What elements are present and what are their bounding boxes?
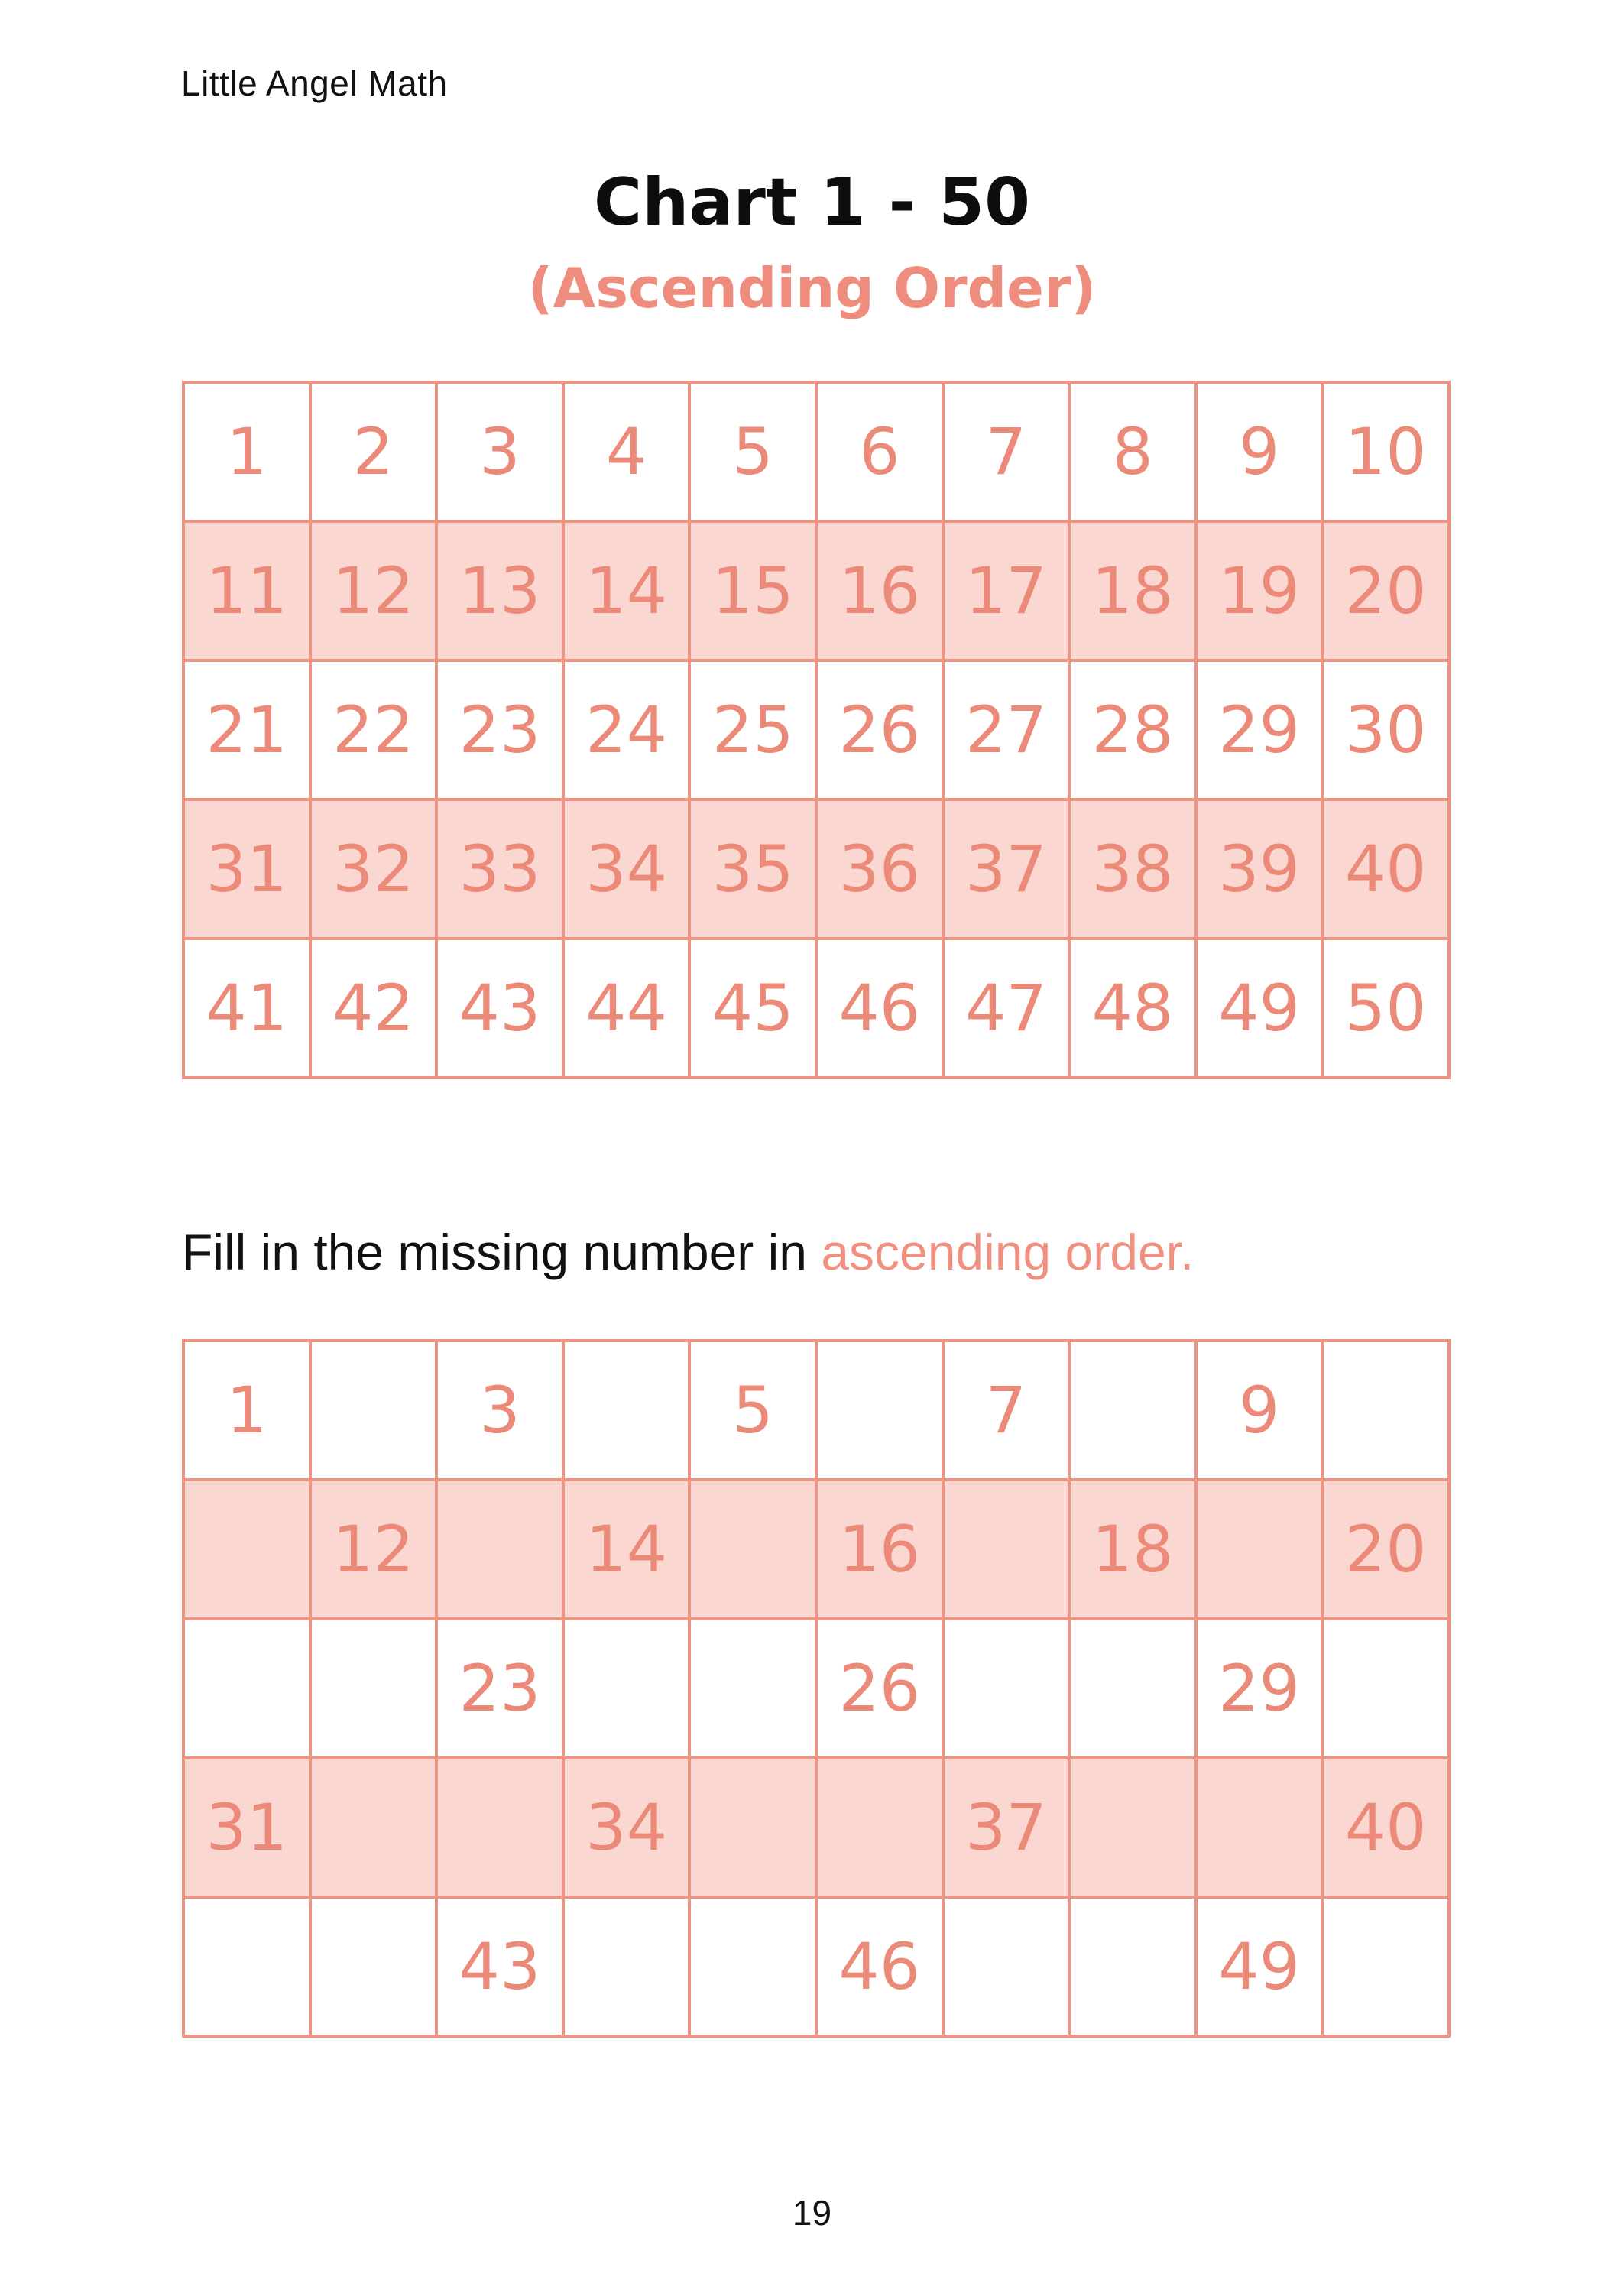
number-cell: 36 <box>818 801 945 940</box>
number-cell: 40 <box>1324 1759 1451 1899</box>
blank-cell[interactable] <box>1071 1899 1198 2038</box>
number-cell: 37 <box>945 1759 1071 1899</box>
number-cell: 37 <box>945 801 1071 940</box>
number-chart-exercise <box>182 1339 1451 2038</box>
number-cell: 38 <box>1071 801 1198 940</box>
blank-cell[interactable] <box>565 1620 692 1759</box>
number-cell: 2 <box>312 384 439 523</box>
number-cell: 30 <box>1324 662 1451 801</box>
blank-cell[interactable] <box>691 1899 818 2038</box>
number-cell: 3 <box>438 1342 565 1481</box>
number-cell: 18 <box>1071 1481 1198 1620</box>
number-cell: 4 <box>565 384 692 523</box>
blank-cell[interactable] <box>1324 1620 1451 1759</box>
blank-cell[interactable] <box>438 1759 565 1899</box>
blank-cell[interactable] <box>1198 1481 1324 1620</box>
number-cell: 27 <box>945 662 1071 801</box>
blank-cell[interactable] <box>565 1899 692 2038</box>
blank-cell[interactable] <box>438 1481 565 1620</box>
blank-cell[interactable] <box>945 1620 1071 1759</box>
blank-cell[interactable] <box>185 1620 312 1759</box>
number-cell: 29 <box>1198 1620 1324 1759</box>
number-cell: 49 <box>1198 940 1324 1079</box>
number-cell: 26 <box>818 662 945 801</box>
blank-cell[interactable] <box>1324 1899 1451 2038</box>
number-cell: 18 <box>1071 523 1198 662</box>
blank-cell[interactable] <box>818 1759 945 1899</box>
blank-cell[interactable] <box>1198 1759 1324 1899</box>
page-title: Chart 1 - 50 <box>594 164 1030 241</box>
number-cell: 48 <box>1071 940 1198 1079</box>
number-cell: 11 <box>185 523 312 662</box>
number-cell: 15 <box>691 523 818 662</box>
blank-cell[interactable] <box>691 1481 818 1620</box>
number-cell: 31 <box>185 801 312 940</box>
page-subtitle: (Ascending Order) <box>527 256 1097 320</box>
instruction-accent: ascending order. <box>821 1224 1194 1280</box>
number-cell: 10 <box>1324 384 1451 523</box>
blank-cell[interactable] <box>565 1342 692 1481</box>
number-cell: 3 <box>438 384 565 523</box>
number-cell: 14 <box>565 1481 692 1620</box>
number-cell: 12 <box>312 1481 439 1620</box>
number-cell: 50 <box>1324 940 1451 1079</box>
number-cell: 44 <box>565 940 692 1079</box>
number-cell: 42 <box>312 940 439 1079</box>
instruction-text <box>182 1223 1194 1281</box>
number-cell: 40 <box>1324 801 1451 940</box>
blank-cell[interactable] <box>691 1759 818 1899</box>
blank-cell[interactable] <box>312 1899 439 2038</box>
number-cell: 9 <box>1198 384 1324 523</box>
number-cell: 47 <box>945 940 1071 1079</box>
number-cell: 21 <box>185 662 312 801</box>
number-cell: 29 <box>1198 662 1324 801</box>
number-cell: 20 <box>1324 1481 1451 1620</box>
blank-cell[interactable] <box>312 1342 439 1481</box>
number-cell: 33 <box>438 801 565 940</box>
number-cell: 1 <box>185 384 312 523</box>
number-cell: 39 <box>1198 801 1324 940</box>
blank-cell[interactable] <box>312 1759 439 1899</box>
number-cell: 5 <box>691 384 818 523</box>
number-cell: 46 <box>818 1899 945 2038</box>
number-cell: 13 <box>438 523 565 662</box>
number-cell: 23 <box>438 662 565 801</box>
number-cell: 43 <box>438 940 565 1079</box>
number-cell: 7 <box>945 1342 1071 1481</box>
number-cell: 6 <box>818 384 945 523</box>
number-cell: 20 <box>1324 523 1451 662</box>
blank-cell[interactable] <box>1324 1342 1451 1481</box>
blank-cell[interactable] <box>945 1481 1071 1620</box>
number-cell: 1 <box>185 1342 312 1481</box>
number-cell: 16 <box>818 1481 945 1620</box>
number-cell: 45 <box>691 940 818 1079</box>
page-number: 19 <box>792 2193 832 2233</box>
instruction-prefix: Fill in the missing number in <box>182 1224 822 1280</box>
number-cell: 5 <box>691 1342 818 1481</box>
number-cell: 32 <box>312 801 439 940</box>
number-cell: 17 <box>945 523 1071 662</box>
number-cell: 46 <box>818 940 945 1079</box>
number-cell: 19 <box>1198 523 1324 662</box>
number-cell: 25 <box>691 662 818 801</box>
blank-cell[interactable] <box>185 1899 312 2038</box>
number-cell: 26 <box>818 1620 945 1759</box>
number-cell: 49 <box>1198 1899 1324 2038</box>
number-cell: 43 <box>438 1899 565 2038</box>
number-cell: 22 <box>312 662 439 801</box>
blank-cell[interactable] <box>1071 1620 1198 1759</box>
number-cell: 35 <box>691 801 818 940</box>
number-cell: 28 <box>1071 662 1198 801</box>
number-cell: 14 <box>565 523 692 662</box>
number-chart-full <box>182 381 1451 1079</box>
number-cell: 7 <box>945 384 1071 523</box>
number-cell: 24 <box>565 662 692 801</box>
blank-cell[interactable] <box>1071 1342 1198 1481</box>
number-cell: 23 <box>438 1620 565 1759</box>
number-cell: 34 <box>565 1759 692 1899</box>
number-cell: 9 <box>1198 1342 1324 1481</box>
blank-cell[interactable] <box>691 1620 818 1759</box>
blank-cell[interactable] <box>312 1620 439 1759</box>
number-cell: 34 <box>565 801 692 940</box>
blank-cell[interactable] <box>945 1899 1071 2038</box>
number-cell: 16 <box>818 523 945 662</box>
number-cell: 31 <box>185 1759 312 1899</box>
blank-cell[interactable] <box>1071 1759 1198 1899</box>
number-cell: 41 <box>185 940 312 1079</box>
number-cell: 8 <box>1071 384 1198 523</box>
blank-cell[interactable] <box>185 1481 312 1620</box>
blank-cell[interactable] <box>818 1342 945 1481</box>
brand-header: Little Angel Math <box>181 63 448 103</box>
number-cell: 12 <box>312 523 439 662</box>
